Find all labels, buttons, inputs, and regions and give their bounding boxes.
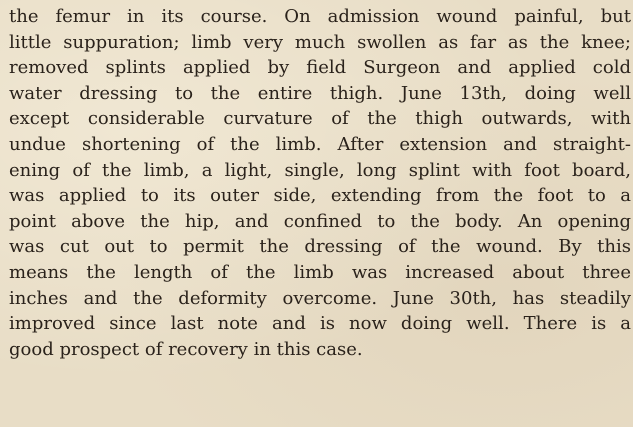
text-line-8: was applied to its outer side, extending from the foot to a [9,185,631,207]
text-line-4: water dressing to the entire thigh. June 13th, doing well [9,82,631,104]
text-line-14: good prospect of recovery in this case. [9,338,363,360]
text-line-2: little suppuration; limb very much swollen as far as the knee; [9,31,631,53]
text-line-13: improved since last note and is now doing well. There is a [9,313,631,335]
text-line-3: removed splints applied by field Surgeon and applied cold [9,57,631,79]
text-line-6: undue shortening of the limb. After extension and straight- [9,133,631,155]
text-line-1: the femur in its course. On admission wound painful, but [9,6,631,27]
text-line-5: except considerable curvature of the thigh outwards, with [9,108,631,130]
text-line-12: inches and the deformity overcome. June 30th, has steadily [9,287,631,309]
text-line-11: means the length of the limb was increased about three [9,261,631,283]
text-line-9: point above the hip, and confined to the body. An opening [9,210,631,232]
text-line-10: was cut out to permit the dressing of the wound. By this [9,236,631,258]
body-text [9,4,633,362]
text-line-7: ening of the limb, a light, single, long splint with foot board, [9,159,631,181]
